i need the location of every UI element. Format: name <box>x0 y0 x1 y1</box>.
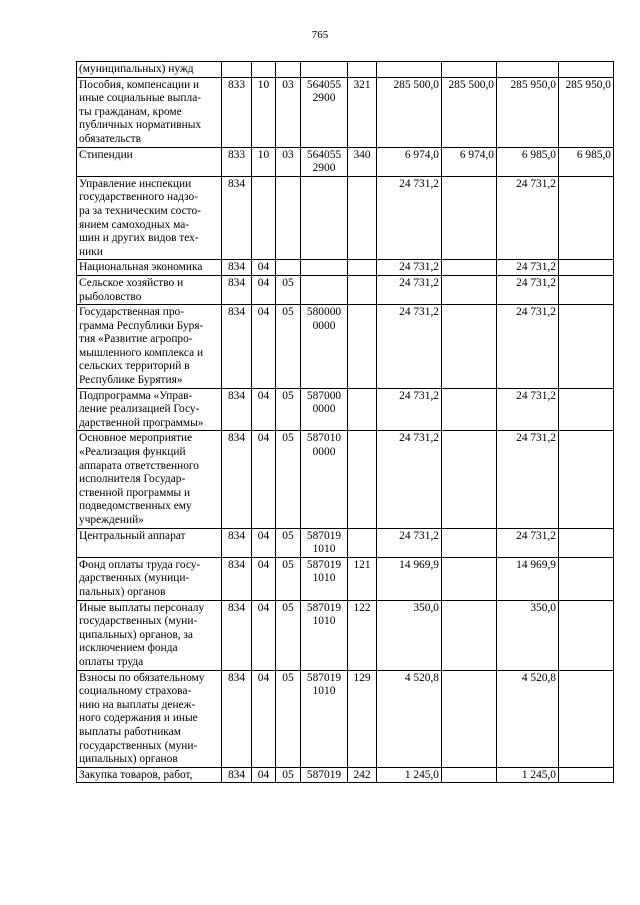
target-article-line: 587010 <box>306 432 342 445</box>
target-article-line: 2900 <box>312 92 336 105</box>
amount-year1-cell: 24 731,2 <box>377 176 442 260</box>
item-name-cell <box>77 431 222 528</box>
section-code-cell: 04 <box>252 600 276 670</box>
amount-year2-cell <box>497 62 559 78</box>
target-article-line: 0000 <box>312 319 336 332</box>
amount-year1-subvention-cell <box>442 600 497 670</box>
table-row <box>77 388 614 431</box>
amount-year1-cell: 24 731,2 <box>377 431 442 528</box>
item-name-line: Иные выплаты персоналу <box>79 601 205 614</box>
target-article-cell <box>301 305 348 389</box>
item-name-cell <box>77 600 222 670</box>
amount-year2-subvention-cell <box>559 767 614 783</box>
amount-year2-cell: 1 245,0 <box>497 767 559 783</box>
item-name-line: мышленного комплекса и <box>79 346 204 359</box>
amount-year2-subvention-cell: 285 950,0 <box>559 77 614 147</box>
ministry-code-cell: 834 <box>222 557 252 600</box>
target-article-line: 1010 <box>312 685 336 698</box>
item-name-cell <box>77 670 222 767</box>
subsection-code-cell: 05 <box>276 431 301 528</box>
section-code-cell: 10 <box>252 77 276 147</box>
target-article-cell <box>301 77 348 147</box>
amount-year2-subvention-cell <box>559 305 614 389</box>
item-name-line: Пособия, компенсации и <box>79 78 200 91</box>
target-article-cell <box>301 528 348 557</box>
table-row <box>77 670 614 767</box>
expense-type-cell <box>348 305 377 389</box>
amount-year1-cell: 24 731,2 <box>377 275 442 304</box>
item-name-line: ципальных) органов <box>79 753 178 766</box>
amount-year1-cell: 24 731,2 <box>377 388 442 431</box>
amount-year1-subvention-cell <box>442 557 497 600</box>
ministry-code-cell: 834 <box>222 767 252 783</box>
target-article-line: 587019 <box>306 558 342 571</box>
target-article-cell <box>301 147 348 176</box>
item-name-line: исполнителя Государ- <box>79 473 186 486</box>
amount-year2-cell: 24 731,2 <box>497 260 559 276</box>
target-article-line: 0000 <box>312 446 336 459</box>
page-number: 765 <box>311 29 329 41</box>
ministry-code-cell: 834 <box>222 176 252 260</box>
target-article-cell <box>301 767 348 783</box>
item-name-line: (муниципальных) нужд <box>79 63 194 75</box>
item-name-line: Взносы по обязательному <box>79 671 205 684</box>
item-name-line: иные социальные выпла- <box>79 92 202 105</box>
amount-year1-cell <box>377 62 442 78</box>
expense-type-cell <box>348 260 377 276</box>
item-name-line: ственной программы и <box>79 486 191 499</box>
amount-year1-subvention-cell: 6 974,0 <box>442 147 497 176</box>
item-name-line: публичных нормативных <box>79 119 202 132</box>
target-article-cell <box>301 62 348 78</box>
amount-year1-cell: 285 500,0 <box>377 77 442 147</box>
amount-year1-subvention-cell <box>442 431 497 528</box>
item-name-line: ники <box>79 245 103 258</box>
amount-year1-cell: 24 731,2 <box>377 528 442 557</box>
item-name-line: дарственной программы» <box>79 416 204 429</box>
item-name-line: Подпрограмма «Управ- <box>79 389 193 402</box>
subsection-code-cell: 05 <box>276 600 301 670</box>
amount-year2-subvention-cell: 6 985,0 <box>559 147 614 176</box>
subsection-code-cell: 05 <box>276 388 301 431</box>
ministry-code-cell: 834 <box>222 275 252 304</box>
expense-type-cell <box>348 176 377 260</box>
item-name-line: нию на выплаты денеж- <box>79 698 196 711</box>
ministry-code-cell: 833 <box>222 77 252 147</box>
amount-year1-subvention-cell: 285 500,0 <box>442 77 497 147</box>
target-article-line: 587019 <box>306 601 342 614</box>
amount-year1-cell: 24 731,2 <box>377 305 442 389</box>
target-article-line: 587019 <box>306 529 342 542</box>
item-name-line: Республике Бурятия» <box>79 374 183 387</box>
item-name-cell <box>77 275 222 304</box>
section-code-cell: 04 <box>252 528 276 557</box>
table-row <box>77 528 614 557</box>
amount-year2-cell: 6 985,0 <box>497 147 559 176</box>
amount-year1-subvention-cell <box>442 176 497 260</box>
section-code-cell: 04 <box>252 431 276 528</box>
amount-year1-subvention-cell <box>442 388 497 431</box>
amount-year1-subvention-cell <box>442 260 497 276</box>
expense-type-cell: 121 <box>348 557 377 600</box>
target-article-cell <box>301 275 348 304</box>
subsection-code-cell: 05 <box>276 557 301 600</box>
amount-year2-cell: 24 731,2 <box>497 388 559 431</box>
item-name-line: оплаты труда <box>79 655 144 668</box>
table-row <box>77 147 614 176</box>
item-name-line: государственных (муни- <box>79 615 198 628</box>
item-name-line: обязательств <box>79 132 142 145</box>
item-name-line: янием самоходных ма- <box>79 218 190 231</box>
ministry-code-cell <box>222 62 252 78</box>
amount-year2-cell: 350,0 <box>497 600 559 670</box>
item-name-line: ра за техническим состо- <box>79 204 201 217</box>
ministry-code-cell: 833 <box>222 147 252 176</box>
amount-year1-cell: 24 731,2 <box>377 260 442 276</box>
table-row <box>77 176 614 260</box>
ministry-code-cell: 834 <box>222 305 252 389</box>
item-name-line: социальному страхова- <box>79 685 192 698</box>
item-name-line: Государственная про- <box>79 306 185 319</box>
expense-type-cell <box>348 388 377 431</box>
table-row <box>77 275 614 304</box>
item-name-line: учреждений» <box>79 514 144 526</box>
expense-type-cell <box>348 275 377 304</box>
amount-year1-cell: 350,0 <box>377 600 442 670</box>
item-name-line: ление реализацией Госу- <box>79 403 200 416</box>
amount-year2-subvention-cell <box>559 557 614 600</box>
expense-type-cell: 340 <box>348 147 377 176</box>
target-article-cell <box>301 260 348 276</box>
item-name-line: Управление инспекции <box>79 177 192 190</box>
section-code-cell <box>252 176 276 260</box>
subsection-code-cell <box>276 62 301 78</box>
target-article-cell <box>301 670 348 767</box>
amount-year1-subvention-cell <box>442 767 497 783</box>
section-code-cell: 04 <box>252 275 276 304</box>
subsection-code-cell: 03 <box>276 147 301 176</box>
ministry-code-cell: 834 <box>222 260 252 276</box>
item-name-line: ного содержания и иные <box>79 712 198 725</box>
expense-type-cell: 242 <box>348 767 377 783</box>
item-name-line: рыболовство <box>79 290 142 303</box>
item-name-cell <box>77 176 222 260</box>
subsection-code-cell: 05 <box>276 670 301 767</box>
target-article-cell <box>301 431 348 528</box>
section-code-cell: 04 <box>252 670 276 767</box>
section-code-cell: 04 <box>252 557 276 600</box>
subsection-code-cell: 05 <box>276 275 301 304</box>
item-name-line: ципальных) органов, за <box>79 628 193 641</box>
item-name-line: Фонд оплаты труда госу- <box>79 558 201 571</box>
amount-year2-cell: 285 950,0 <box>497 77 559 147</box>
target-article-line: 564055 <box>306 78 342 91</box>
amount-year2-subvention-cell <box>559 388 614 431</box>
item-name-cell <box>77 77 222 147</box>
item-name-line: государственных (муни- <box>79 739 198 752</box>
item-name-cell <box>77 62 222 78</box>
item-name-line: «Реализация функций <box>79 446 186 459</box>
item-name-cell <box>77 767 222 783</box>
target-article-cell <box>301 600 348 670</box>
item-name-line: ты гражданам, кроме <box>79 105 182 118</box>
item-name-line: дарственных (муници- <box>79 572 190 585</box>
item-name-line: исключением фонда <box>79 642 178 655</box>
amount-year1-cell: 4 520,8 <box>377 670 442 767</box>
target-article-line: 0000 <box>312 403 336 416</box>
expense-type-cell: 122 <box>348 600 377 670</box>
amount-year2-cell: 4 520,8 <box>497 670 559 767</box>
table-row <box>77 600 614 670</box>
amount-year2-subvention-cell <box>559 62 614 78</box>
subsection-code-cell: 05 <box>276 767 301 783</box>
table-row <box>77 431 614 528</box>
item-name-cell <box>77 557 222 600</box>
item-name-line: тия «Развитие агропро- <box>79 333 193 346</box>
amount-year1-subvention-cell <box>442 62 497 78</box>
target-article-line: 587000 <box>306 389 342 402</box>
ministry-code-cell: 834 <box>222 528 252 557</box>
expense-type-cell <box>348 431 377 528</box>
table-row <box>77 62 614 78</box>
target-article-cell <box>301 176 348 260</box>
expense-type-cell <box>348 62 377 78</box>
target-article-line: 580000 <box>306 306 342 319</box>
section-code-cell: 04 <box>252 767 276 783</box>
item-name-line: Сельское хозяйство и <box>79 276 184 289</box>
amount-year2-cell: 24 731,2 <box>497 528 559 557</box>
expense-type-cell: 321 <box>348 77 377 147</box>
item-name-line: пальных) органов <box>79 585 166 598</box>
ministry-code-cell: 834 <box>222 431 252 528</box>
amount-year1-cell: 1 245,0 <box>377 767 442 783</box>
item-name-line: выплаты работникам <box>79 725 181 738</box>
table-row <box>77 767 614 783</box>
section-code-cell <box>252 62 276 78</box>
item-name-line: Центральный аппарат <box>79 529 186 542</box>
subsection-code-cell: 03 <box>276 77 301 147</box>
target-article-line: 1010 <box>312 615 336 628</box>
subsection-code-cell: 05 <box>276 528 301 557</box>
amount-year2-cell: 24 731,2 <box>497 431 559 528</box>
amount-year1-cell: 6 974,0 <box>377 147 442 176</box>
expense-type-cell <box>348 528 377 557</box>
amount-year2-subvention-cell <box>559 260 614 276</box>
target-article-line: 587019 <box>306 768 342 781</box>
subsection-code-cell <box>276 260 301 276</box>
item-name-line: Стипендии <box>79 148 133 161</box>
amount-year2-cell: 24 731,2 <box>497 305 559 389</box>
amount-year2-subvention-cell <box>559 528 614 557</box>
section-code-cell: 04 <box>252 388 276 431</box>
item-name-cell <box>77 305 222 389</box>
amount-year1-subvention-cell <box>442 275 497 304</box>
amount-year2-subvention-cell <box>559 275 614 304</box>
table-row <box>77 305 614 389</box>
item-name-line: подведомственных ему <box>79 500 192 513</box>
table-row <box>77 77 614 147</box>
section-code-cell: 10 <box>252 147 276 176</box>
item-name-line: шин и других видов тех- <box>79 232 199 245</box>
budget-table <box>76 61 614 783</box>
table-row <box>77 557 614 600</box>
subsection-code-cell <box>276 176 301 260</box>
amount-year1-subvention-cell <box>442 305 497 389</box>
amount-year2-subvention-cell <box>559 600 614 670</box>
amount-year2-cell: 14 969,9 <box>497 557 559 600</box>
table-row <box>77 260 614 276</box>
amount-year2-cell: 24 731,2 <box>497 176 559 260</box>
expense-type-cell: 129 <box>348 670 377 767</box>
section-code-cell: 04 <box>252 260 276 276</box>
item-name-line: Национальная экономика <box>79 261 203 274</box>
item-name-line: Закупка товаров, работ, <box>79 768 193 781</box>
item-name-cell <box>77 528 222 557</box>
amount-year2-subvention-cell <box>559 176 614 260</box>
item-name-line: грамма Республики Буря- <box>79 319 204 332</box>
amount-year2-subvention-cell <box>559 431 614 528</box>
subsection-code-cell: 05 <box>276 305 301 389</box>
ministry-code-cell: 834 <box>222 388 252 431</box>
target-article-line: 2900 <box>312 162 336 175</box>
amount-year1-subvention-cell <box>442 528 497 557</box>
target-article-line: 564055 <box>306 148 342 161</box>
budget-table-body <box>77 62 614 783</box>
item-name-line: Основное мероприятие <box>79 432 193 445</box>
item-name-cell <box>77 388 222 431</box>
amount-year1-subvention-cell <box>442 670 497 767</box>
target-article-line: 587019 <box>306 671 342 684</box>
item-name-line: сельских территорий в <box>79 360 190 373</box>
item-name-cell <box>77 260 222 276</box>
item-name-cell <box>77 147 222 176</box>
amount-year1-cell: 14 969,9 <box>377 557 442 600</box>
ministry-code-cell: 834 <box>222 670 252 767</box>
target-article-cell <box>301 388 348 431</box>
item-name-line: аппарата ответственного <box>79 459 200 472</box>
amount-year2-subvention-cell <box>559 670 614 767</box>
amount-year2-cell: 24 731,2 <box>497 275 559 304</box>
section-code-cell: 04 <box>252 305 276 389</box>
ministry-code-cell: 834 <box>222 600 252 670</box>
target-article-cell <box>301 557 348 600</box>
target-article-line: 1010 <box>312 543 336 556</box>
item-name-line: государственного надзо- <box>79 191 199 204</box>
target-article-line: 1010 <box>312 572 336 585</box>
